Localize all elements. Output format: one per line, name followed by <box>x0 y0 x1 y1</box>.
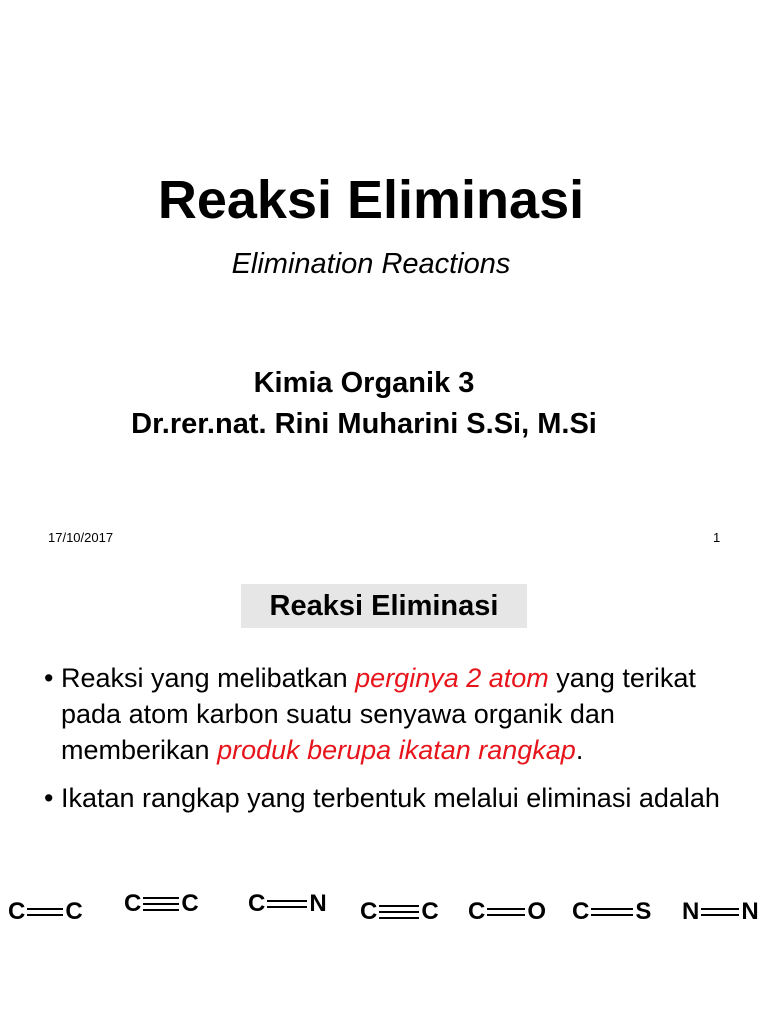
bond-atom-left: C <box>248 890 266 917</box>
page-number: 1 <box>713 530 721 545</box>
bond-atom-left: C <box>360 898 378 925</box>
bond-formula <box>124 886 199 922</box>
bond-formula <box>248 886 327 922</box>
bond-formula <box>8 894 83 930</box>
bullet-item <box>44 780 744 816</box>
bond-formula <box>682 894 759 930</box>
bond-atom-left: C <box>572 898 590 925</box>
course-name: Kimia Organik 3 <box>253 367 475 399</box>
double-bond-icon <box>27 894 63 930</box>
double-bond-icon <box>701 894 739 930</box>
bullet-item <box>44 660 744 768</box>
triple-bond-icon <box>143 886 179 922</box>
bond-atom-right: C <box>65 898 83 925</box>
bullet-marker: • <box>44 663 54 693</box>
bond-formula <box>572 894 651 930</box>
slide-subtitle: Elimination Reactions <box>231 248 511 280</box>
bullet-text: . <box>575 735 584 765</box>
author-name: Dr.rer.nat. Rini Muharini S.Si, M.Si <box>131 408 597 440</box>
bullet-text: Ikatan rangkap yang terbentuk melalui eliminasi adalah <box>61 783 720 813</box>
bullet-marker: • <box>44 783 54 813</box>
bond-atom-right: C <box>421 898 439 925</box>
bond-atom-left: C <box>468 898 486 925</box>
bond-atom-right: N <box>309 890 327 917</box>
bond-atom-right: N <box>741 898 759 925</box>
bond-formula <box>468 894 546 930</box>
double-bond-icon <box>267 886 307 922</box>
slide-2 <box>0 556 768 1024</box>
double-bond-icon <box>487 894 525 930</box>
slide-date: 17/10/2017 <box>48 530 114 545</box>
bond-atom-right: O <box>527 898 547 925</box>
slide-title: Reaksi Eliminasi <box>157 170 585 230</box>
bullet-text: yang terikat pada atom karbon suatu senyawa organik dan memberikan <box>61 663 696 765</box>
bond-atom-left: N <box>682 898 700 925</box>
double-bond-icon <box>591 894 633 930</box>
bond-atom-right: S <box>635 898 652 925</box>
highlight-text: produk berupa ikatan rangkap <box>217 735 576 765</box>
bond-atom-right: C <box>181 890 199 917</box>
highlight-text: perginya 2 atom <box>355 663 549 693</box>
section-title: Reaksi Eliminasi <box>241 584 527 628</box>
bond-atom-left: C <box>8 898 26 925</box>
bond-list <box>0 890 768 930</box>
triple-bond-icon <box>379 894 419 930</box>
bullet-list <box>44 660 744 816</box>
bond-atom-left: C <box>124 890 142 917</box>
bond-formula <box>360 894 439 930</box>
bullet-text: Reaksi yang melibatkan <box>61 663 356 693</box>
